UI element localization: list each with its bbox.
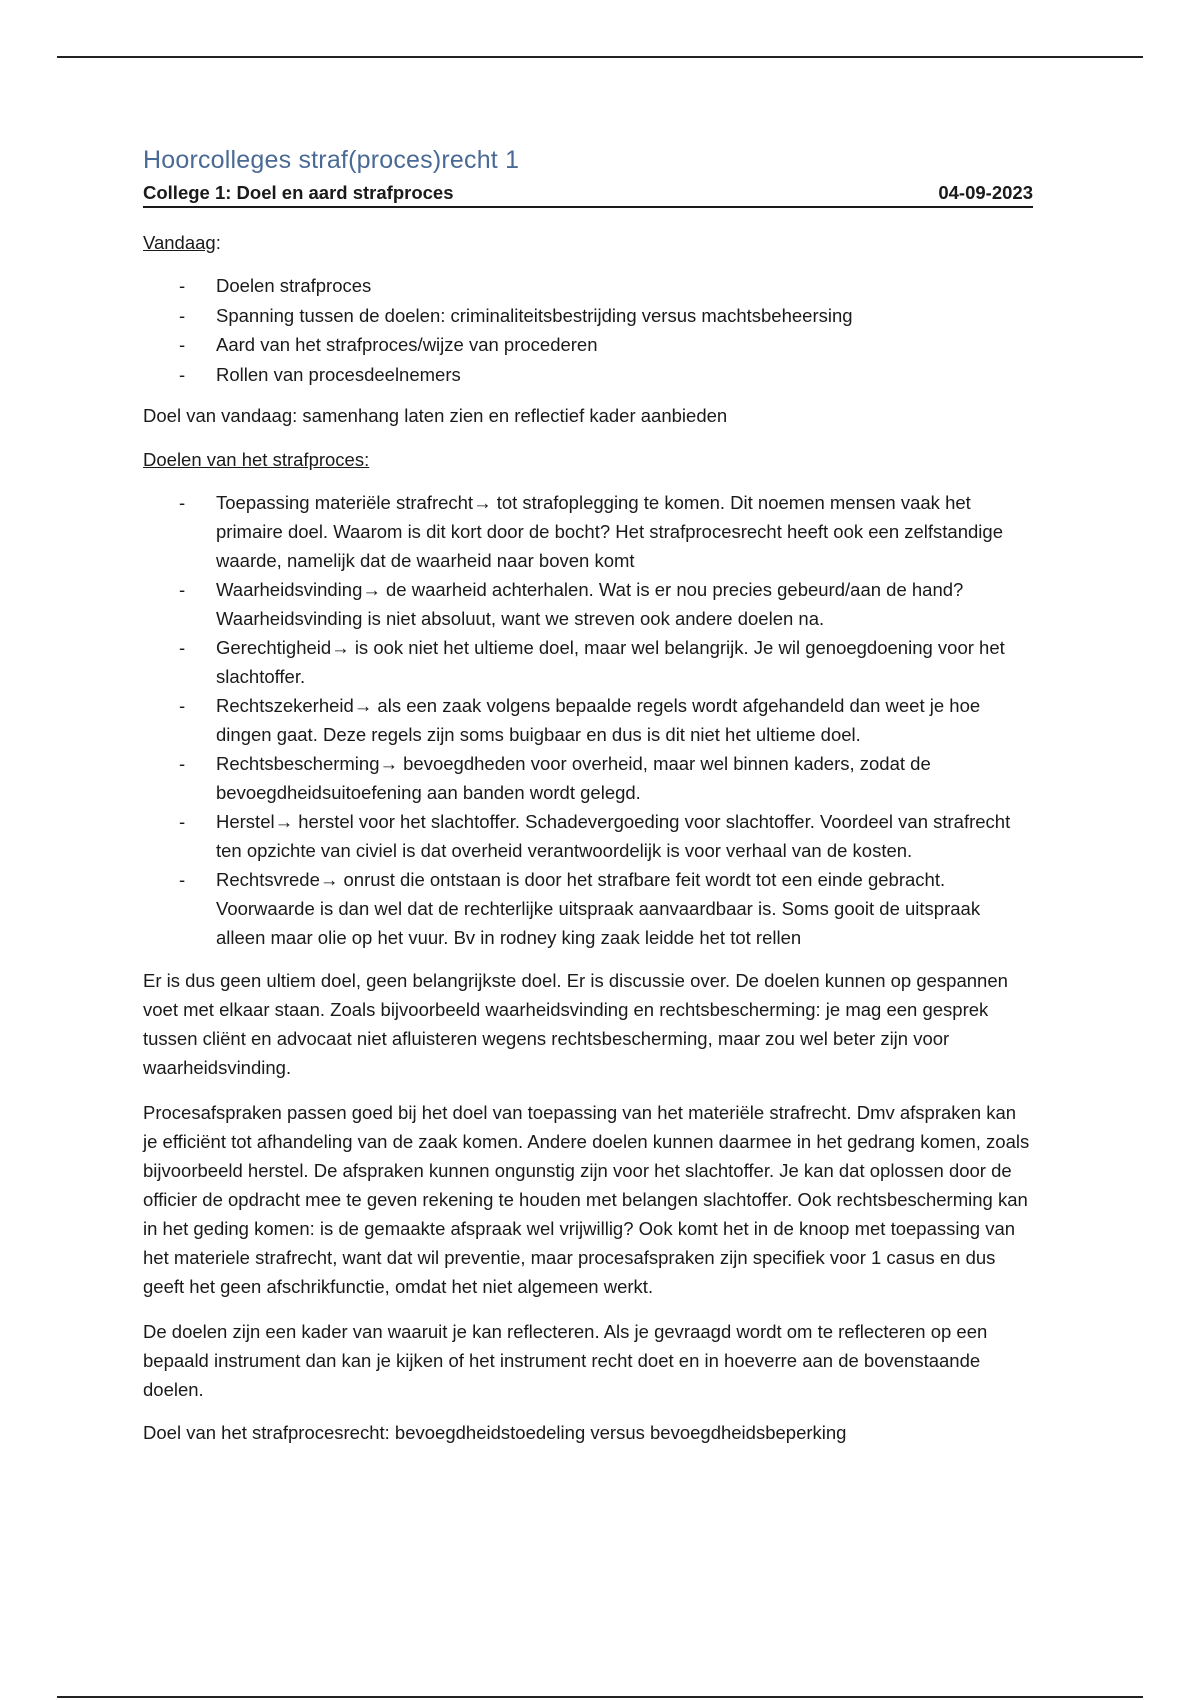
list-item-text: Rechtsbescherming→ bevoegdheden voor overheid, maar wel binnen kaders, zodat de bevoegdheidsuitoefening aan banden wordt gelegd. — [216, 753, 931, 803]
list-item — [143, 330, 1031, 360]
dash-bullet: - — [179, 753, 186, 774]
list-item-text: Gerechtigheid→ is ook niet het ultieme doel, maar wel belangrijk. Je wil genoegdoening voor het slachtoffer. — [216, 637, 1005, 687]
dash-bullet: - — [179, 695, 186, 716]
dash-bullet: - — [179, 869, 186, 890]
dash-bullet: - — [179, 334, 186, 355]
college-date: 04-09-2023 — [938, 182, 1033, 203]
list-item — [143, 360, 1031, 390]
list-item-text: Doelen strafproces — [216, 275, 372, 296]
vandaag-heading: Vandaag — [143, 232, 216, 253]
list-item-text: Toepassing materiële strafrecht→ tot strafoplegging te komen. Dit noemen mensen vaak het primaire doel. Waarom is dit kort door de bocht? Het strafprocesrecht heeft ook een zelfstandige waarde, namelijk dat de waarheid naar boven komt — [216, 492, 1003, 571]
document-page — [143, 142, 1031, 1447]
list-item — [143, 749, 1031, 807]
dash-bullet: - — [179, 304, 186, 326]
paragraph: Doel van het strafprocesrecht: bevoegdheidstoedeling versus bevoegdheidsbeperking — [143, 1422, 847, 1443]
footer-rule — [57, 1696, 1143, 1698]
dash-bullet: - — [179, 637, 186, 658]
list-item — [143, 488, 1031, 575]
document-title: Hoorcolleges straf(proces)recht 1 — [143, 146, 520, 174]
list-item-text: Rechtszekerheid→ als een zaak volgens bepaalde regels wordt afgehandeld dan weet je hoe dingen gaat. Deze regels zijn soms buigbaar en dus is dit niet het ultieme doel. — [216, 695, 981, 745]
college-heading: College 1: Doel en aard strafproces — [143, 182, 454, 203]
list-item — [143, 691, 1031, 749]
dash-bullet: - — [179, 492, 186, 513]
list-item-text: Herstel→ herstel voor het slachtoffer. Schadevergoeding voor slachtoffer. Voordeel van strafrecht ten opzichte van civiel is dat overheid verantwoordelijk is voor verhaal van de kosten. — [216, 811, 1011, 861]
list-item — [143, 633, 1031, 691]
list-item — [143, 807, 1031, 865]
list-item-text: Spanning tussen de doelen: criminaliteitsbestrijding versus machtsbeheersing — [216, 304, 853, 326]
vandaag-list — [143, 271, 1031, 389]
doelen-heading: Doelen van het strafproces: — [143, 449, 370, 470]
doel-van-vandaag: Doel van vandaag: samenhang laten zien en reflectief kader aanbieden — [143, 405, 728, 426]
list-item-text: Rechtsvrede→ onrust die ontstaan is door het strafbare feit wordt tot een einde gebracht. Voorwaarde is dan wel dat de rechterlijke uitspraak aanvaardbaar is. Soms gooit de uitspraak alleen maar olie op het vuur. Bv in rodney king zaak leidde het tot rellen — [216, 869, 981, 948]
list-item — [143, 271, 1031, 301]
vandaag-heading-colon: : — [215, 232, 221, 253]
list-item — [143, 575, 1031, 633]
list-item-text: Waarheidsvinding→ de waarheid achterhalen. Wat is er nou precies gebeurd/aan de hand? Waarheidsvinding is niet absoluut, want we streven ook andere doelen na. — [216, 579, 964, 629]
list-item — [143, 301, 1031, 331]
paragraph: De doelen zijn een kader van waaruit je kan reflecteren. Als je gevraagd wordt om te reflecteren op een bepaald instrument dan kan je kijken of het instrument recht doet en in hoeverre aan de bovenstaande doelen. — [143, 1321, 988, 1400]
dash-bullet: - — [179, 275, 186, 296]
college-heading-row — [143, 180, 1033, 208]
dash-bullet: - — [179, 811, 186, 832]
dash-bullet: - — [179, 579, 186, 600]
list-item-text: Rollen van procesdeelnemers — [216, 363, 461, 385]
doelen-list — [143, 488, 1031, 952]
header-rule — [57, 56, 1143, 58]
vandaag-heading-line — [143, 228, 1031, 257]
dash-bullet: - — [179, 363, 186, 385]
list-item — [143, 865, 1031, 952]
paragraph: Procesafspraken passen goed bij het doel van toepassing van het materiële strafrecht. Dmv afspraken kan je efficiënt tot afhandeling van de zaak komen. Andere doelen kunnen daarmee in het gedrang komen, zoals bijvoorbeeld herstel. De afspraken kunnen ongunstig zijn voor het slachtoffer. Je kan dat oplossen door de officier de opdracht mee te geven rekening te houden met belangen slachtoffer. Ook rechtsbescherming kan in het geding komen: is de gemaakte afspraak wel vrijwillig? Ook komt het in de knoop met toepassing van het materiele strafrecht, want dat wil preventie, maar procesafspraken zijn specifiek voor 1 casus en dus geeft het geen afschrikfunctie, omdat het niet algemeen werkt. — [143, 1102, 1030, 1297]
paragraph: Er is dus geen ultiem doel, geen belangrijkste doel. Er is discussie over. De doelen kunnen op gespannen voet met elkaar staan. Zoals bijvoorbeeld waarheidsvinding en rechtsbescherming: je mag een gesprek tussen cliënt en advocaat niet afluisteren wegens rechtsbescherming, maar zou wel beter zijn voor waarheidsvinding. — [143, 970, 1008, 1078]
list-item-text: Aard van het strafproces/wijze van procederen — [216, 334, 598, 355]
